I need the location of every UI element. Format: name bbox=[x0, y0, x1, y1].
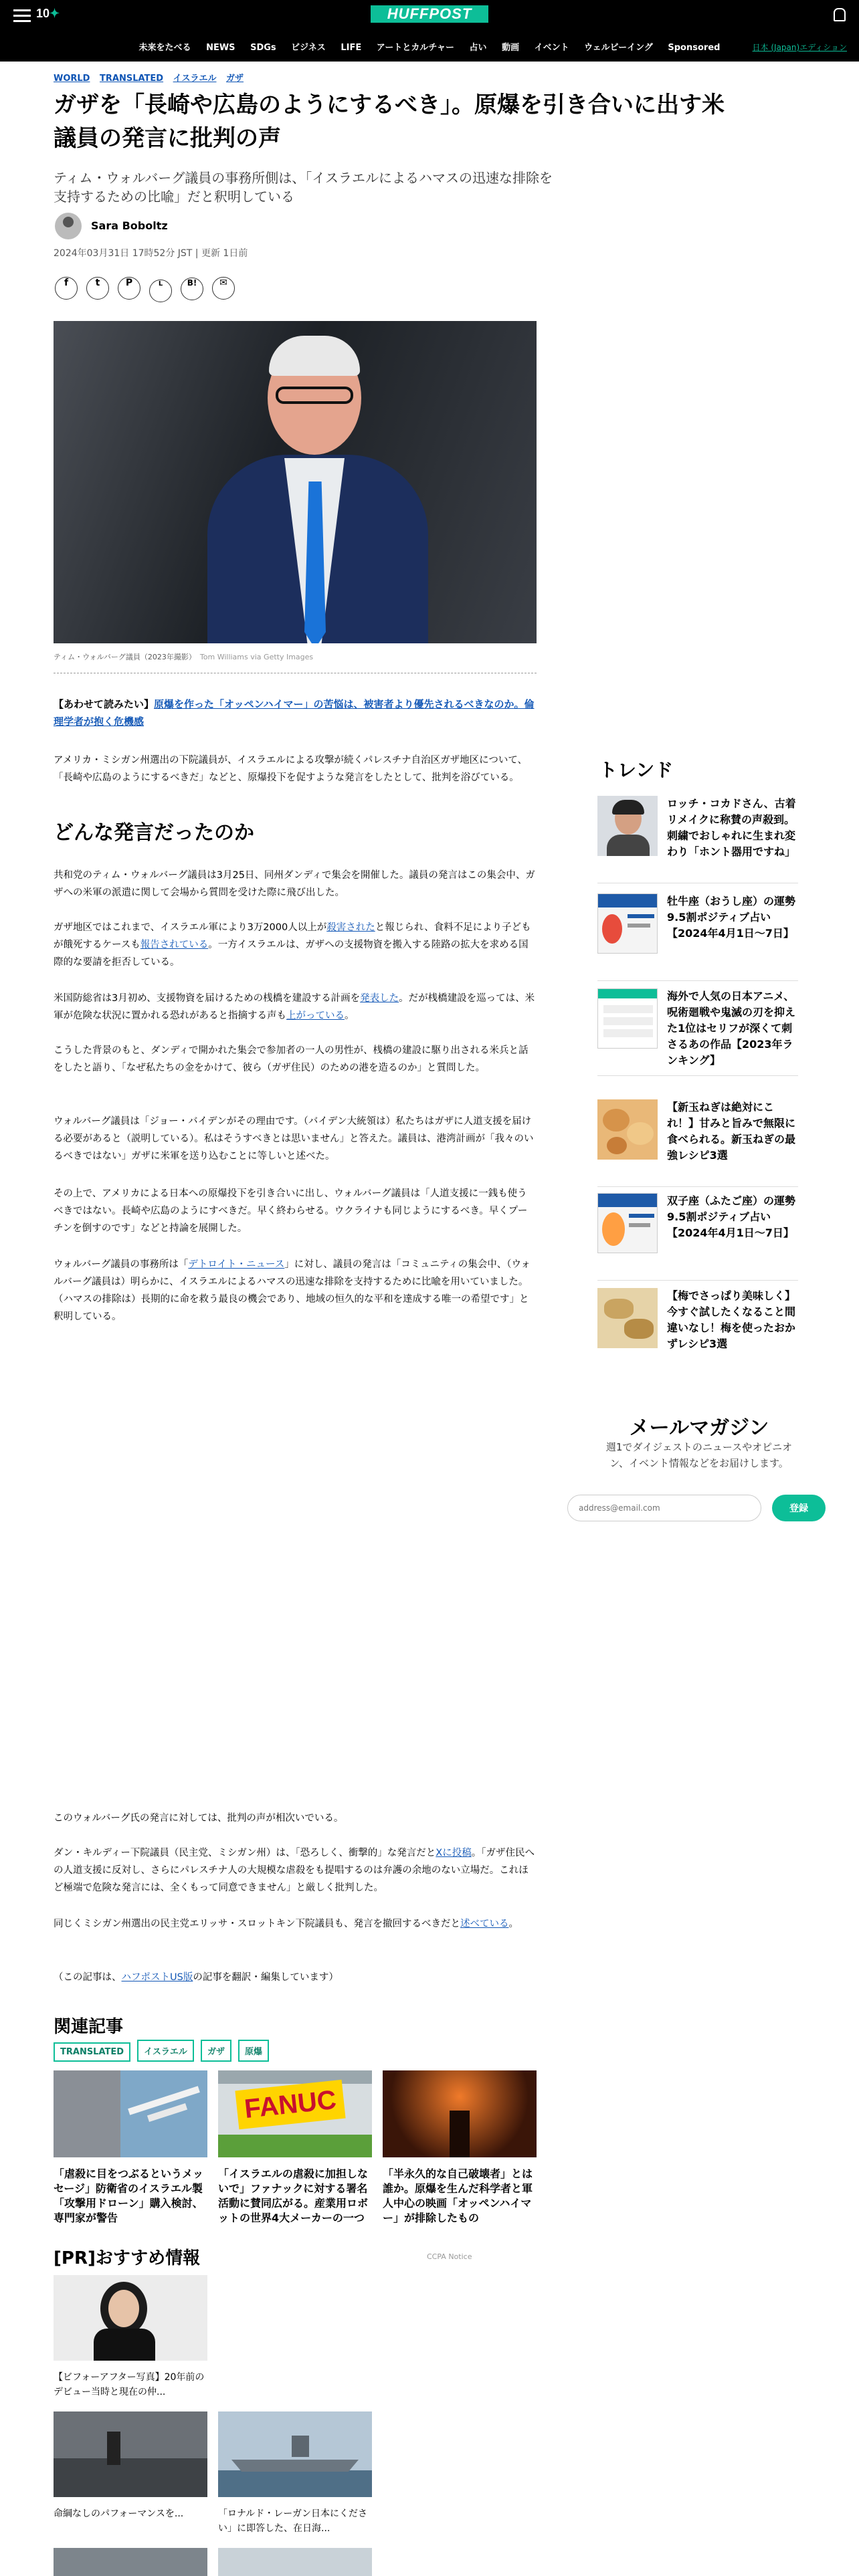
trend-thumbnail bbox=[597, 796, 658, 856]
related-inline: 【あわせて読みたい】原爆を作った「オッペンハイマー」の苦悩は、被害者より優先されるべきなのか。倫理学者が抱く危機感 bbox=[54, 698, 535, 728]
related-card[interactable] bbox=[383, 2070, 537, 2226]
paragraph: アメリカ・ミシガン州選出の下院議員が、イスラエルによる攻撃が続くパレスチナ自治区ガザ地区について、「長崎や広島のようにするべきだ」などと、原爆投下を促すような発言をしたとして、批判を浴びている。 bbox=[54, 755, 528, 783]
article-date: 2024年03月31日 17時52分 JST | 更新 1日前 bbox=[54, 248, 248, 259]
email-input[interactable] bbox=[567, 1495, 761, 1521]
pr-thumbnail[interactable] bbox=[218, 2548, 372, 2576]
trend-title: 【梅でさっぱり美味しく】今すぐ試したくなること間違いなし！梅を使ったおかずレシピ3選 bbox=[667, 1289, 796, 1350]
pr-card-title: 【ビフォーアフター写真】20年前のデビュー当時と現在の仲... bbox=[54, 2372, 205, 2397]
top-bar bbox=[0, 0, 859, 62]
trend-heading: トレンド bbox=[599, 759, 674, 781]
related-card-title: 「半永久的な自己破壊者」とは誰か。原爆を生んだ科学者と軍人中心の映画「オッペンハイマー」が排除したもの bbox=[383, 2167, 533, 2224]
image-credit: Tom Williams via Getty Images bbox=[199, 653, 314, 661]
trend-title: ロッチ・コカドさん、古着リメイクに称賛の声殺到。刺繍でおしゃれに生まれ変わり「ホント器用ですね」 bbox=[667, 797, 796, 858]
main-nav bbox=[0, 40, 859, 58]
pinterest-icon[interactable]: P bbox=[118, 277, 140, 300]
inline-link[interactable]: デトロイト・ニュース bbox=[188, 1259, 285, 1270]
trend-thumbnail bbox=[597, 1288, 658, 1348]
inline-link[interactable]: Xに投稿 bbox=[436, 1848, 472, 1858]
share-bar bbox=[55, 276, 244, 302]
fanuc-sign: FANUC bbox=[235, 2080, 345, 2129]
twitter-icon[interactable]: t bbox=[86, 277, 109, 300]
inline-link[interactable]: 発表した bbox=[360, 993, 399, 1004]
trend-item[interactable] bbox=[597, 796, 798, 883]
related-tag[interactable]: イスラエル bbox=[137, 2040, 194, 2062]
newsletter-title: メールマガジン bbox=[629, 1416, 769, 1440]
trend-thumbnail bbox=[597, 1193, 658, 1253]
pr-thumbnail bbox=[218, 2411, 372, 2497]
tag-link[interactable]: TRANSLATED bbox=[100, 74, 164, 84]
menu-icon[interactable] bbox=[13, 9, 31, 23]
pr-card[interactable] bbox=[54, 2275, 207, 2399]
paragraph: こうした背景のもと、ダンディで開かれた集会で参加者の一人の男性が、桟橋の建設に駆り出される米兵と話をしたと語り、「なぜ私たちの金をかけて、彼ら（ガザ住民）のための港を造るのか」と質問した。 bbox=[54, 1045, 529, 1073]
trend-title: 双子座（ふたご座）の運勢 9.5割ポジティブ占い【2024年4月1日〜7日】 bbox=[667, 1194, 796, 1239]
nav-item[interactable]: イベント bbox=[534, 43, 569, 53]
paragraph: このウォルバーグ氏の発言に対しては、批判の声が相次いでいる。 bbox=[54, 1813, 344, 1824]
trend-thumbnail bbox=[597, 988, 658, 1049]
anniversary-logo[interactable]: 10✦ bbox=[36, 7, 60, 20]
ccpa-notice[interactable]: CCPA Notice bbox=[427, 2252, 472, 2261]
pr-card-title: 命綱なしのパフォーマンスを... bbox=[54, 2508, 184, 2519]
paragraph: 同じくミシガン州選出の民主党エリッサ・スロットキン下院議員も、発言を撤回するべきだと述べている。 bbox=[54, 1919, 518, 1929]
newsletter-description: 週1でダイジェストのニュースやオピニオン、イベント情報などをお届けします。 bbox=[605, 1441, 793, 1469]
paragraph: （この記事は、ハフポストUS版の記事を翻訳・編集しています） bbox=[54, 1972, 339, 1983]
pr-card[interactable] bbox=[54, 2411, 207, 2521]
paragraph: ダン・キルディー下院議員（民主党、ミシガン州）は、「恐ろしく、衝撃的」な発言だとXに投稿。「ガザ住民への人道支援に反対し、さらにパレスチナ人の大規模な虐殺をも提唱するのは弁護の余地のない立場だ。これほど極端で危険な発言には、全くもって同意できません」と厳しく批判した。 bbox=[54, 1848, 535, 1893]
pr-card-title: 「ロナルド・レーガン日本にください」に即答した、在日海... bbox=[218, 2508, 368, 2534]
pr-thumbnail[interactable] bbox=[54, 2548, 207, 2576]
trend-item[interactable] bbox=[597, 893, 798, 981]
article-tags bbox=[54, 71, 250, 84]
tag-link[interactable]: WORLD bbox=[54, 74, 90, 84]
pr-heading: [PR]おすすめ情報 bbox=[54, 2248, 201, 2268]
article-title: ガザを「長崎や広島のようにするべき」。原爆を引き合いに出す米議員の発言に批判の声 bbox=[54, 92, 725, 152]
trend-thumbnail bbox=[597, 1099, 658, 1160]
trend-title: 海外で人気の日本アニメ、呪術廻戦や鬼滅の刃を抑えた1位はセリフが深くて刺さるあの作品【2023年ランキング】 bbox=[667, 990, 796, 1067]
hatena-icon[interactable]: B! bbox=[181, 278, 203, 300]
related-tag[interactable]: 原爆 bbox=[238, 2040, 269, 2062]
nav-item[interactable]: LIFE bbox=[341, 43, 362, 53]
trend-title: 牡牛座（おうし座）の運勢 9.5割ポジティブ占い【2024年4月1日〜7日】 bbox=[667, 895, 796, 940]
mail-icon[interactable]: ✉ bbox=[212, 277, 235, 300]
hero-image bbox=[54, 321, 537, 643]
related-thumbnail bbox=[218, 2070, 372, 2157]
related-inline-link[interactable]: 原爆を作った「オッペンハイマー」の苦悩は、被害者より優先されるべきなのか。倫理学者が抱く危機感 bbox=[54, 698, 535, 728]
trend-thumbnail bbox=[597, 893, 658, 954]
inline-link[interactable]: ハフポストUS版 bbox=[121, 1972, 193, 1983]
trend-item[interactable] bbox=[597, 1099, 798, 1187]
inline-link[interactable]: 報告されている bbox=[140, 940, 209, 950]
line-icon[interactable]: L bbox=[149, 280, 172, 302]
paragraph: ウォルバーグ議員の事務所は「デトロイト・ニュース」に対し、議員の発言は「コミュニティの集会中、（ウォルバーグ議員は）明らかに、イスラエルによるハマスの迅速な排除を支持するために比喩を用いていました。（ハマスの排除は）長期的に命を救う最良の機会であり、地域の恒久的な平和を達成する唯一の希望です」と釈明している。 bbox=[54, 1259, 531, 1322]
nav-item[interactable]: 動画 bbox=[502, 43, 520, 53]
nav-item[interactable]: NEWS bbox=[206, 43, 235, 53]
facebook-icon[interactable]: f bbox=[55, 277, 78, 300]
paragraph: 米国防総省は3月初め、支援物資を届けるための桟橋を建設する計画を発表した。だが桟橋建設を巡っては、米軍が危険な状況に置かれる恐れがあると指摘する声も上がっている。 bbox=[54, 993, 535, 1021]
related-heading: 関連記事 bbox=[54, 2017, 124, 2037]
related-thumbnail bbox=[54, 2070, 207, 2157]
bell-icon[interactable] bbox=[834, 8, 846, 21]
nav-item[interactable]: SDGs bbox=[250, 43, 276, 53]
author-name[interactable]: Sara Boboltz bbox=[91, 219, 168, 232]
nav-item[interactable]: Sponsored bbox=[668, 43, 721, 53]
nav-item[interactable]: 未来をたべる bbox=[138, 43, 191, 53]
paragraph: その上で、アメリカによる日本への原爆投下を引き合いに出し、ウォルバーグ議員は「人道支援に一銭も使うべきではない。長崎や広島のようにすべきだ。早く終わらせる。ウクライナも同じようにするべき。早くプーチンを倒すのです」などと持論を展開した。 bbox=[54, 1188, 528, 1234]
related-tags bbox=[54, 2040, 276, 2062]
pr-thumbnail bbox=[54, 2411, 207, 2497]
inline-link[interactable]: 述べている bbox=[460, 1919, 509, 1929]
tag-link[interactable]: イスラエル bbox=[173, 74, 217, 84]
related-card-title: 「虐殺に目をつぶるというメッセージ」防衛省のイスラエル製「攻撃用ドローン」購入検討、専門家が警告 bbox=[54, 2167, 204, 2224]
edition-selector[interactable]: 日本 (Japan)エディション bbox=[752, 43, 847, 52]
related-card[interactable] bbox=[218, 2070, 372, 2226]
pr-thumbnail bbox=[54, 2275, 207, 2361]
article-subtitle: ティム・ウォルバーグ議員の事務所側は、「イスラエルによるハマスの迅速な排除を支持するための比喩」だと釈明している bbox=[54, 170, 553, 205]
nav-item[interactable]: 占い bbox=[469, 43, 487, 53]
huffpost-logo[interactable]: HUFFPOST bbox=[371, 5, 488, 23]
nav-item[interactable]: ウェルビーイング bbox=[584, 43, 653, 53]
nav-item[interactable]: ビジネス bbox=[291, 43, 326, 53]
paragraph: 共和党のティム・ウォルバーグ議員は3月25日、同州ダンディで集会を開催した。議員の発言はこの集会中、ガザへの米軍の派遣に関して会場から質問を受けた際に飛び出した。 bbox=[54, 870, 535, 898]
trend-title: 【新玉ねぎは絶対にこれ！】甘みと旨みで無限に食べられる。新玉ねぎの最強レシピ3選 bbox=[667, 1101, 796, 1162]
image-caption: ティム・ウォルバーグ議員（2023年撮影） Tom Williams via Getty Images bbox=[54, 653, 314, 661]
tag-link[interactable]: ガザ bbox=[226, 74, 244, 84]
section-heading: どんな発言だったのか bbox=[54, 821, 254, 845]
trend-item[interactable] bbox=[597, 1193, 798, 1281]
related-card-title: 「イスラエルの虐殺に加担しないで」ファナックに対する署名活動に賛同広がる。産業用ロボットの世界4大メーカーの一つ bbox=[218, 2167, 369, 2224]
related-card[interactable] bbox=[54, 2070, 207, 2226]
paragraph: ウォルバーグ議員は「ジョー・バイデンがその理由です。（バイデン大統領は）私たちはガザに人道支援を届ける必要があると（説明している）。私はそうすべきとは思いません」と答えた。議員は、港湾計画が「我々のいるべきではない」ガザに米軍を送り込むことに等しいと述べた。 bbox=[54, 1116, 534, 1162]
related-tag[interactable]: TRANSLATED bbox=[54, 2042, 130, 2062]
nav-item[interactable]: アートとカルチャー bbox=[376, 43, 454, 53]
related-tag[interactable]: ガザ bbox=[201, 2040, 231, 2062]
inline-link[interactable]: 殺害された bbox=[326, 922, 375, 933]
author-avatar[interactable] bbox=[55, 213, 82, 239]
trend-item[interactable] bbox=[597, 1288, 798, 1375]
subscribe-button[interactable]: 登録 bbox=[772, 1495, 826, 1521]
pr-card[interactable] bbox=[218, 2411, 372, 2536]
paragraph: ガザ地区ではこれまで、イスラエル軍により3万2000人以上が殺害されたと報じられ、食料不足により子どもが餓死するケースも報告されている。一方イスラエルは、ガザへの支援物資を搬入する陸路の拡大を求める国際的な要請を拒否している。 bbox=[54, 922, 531, 968]
inline-link[interactable]: 上がっている bbox=[286, 1010, 345, 1021]
trend-item[interactable] bbox=[597, 988, 798, 1076]
related-thumbnail bbox=[383, 2070, 537, 2157]
